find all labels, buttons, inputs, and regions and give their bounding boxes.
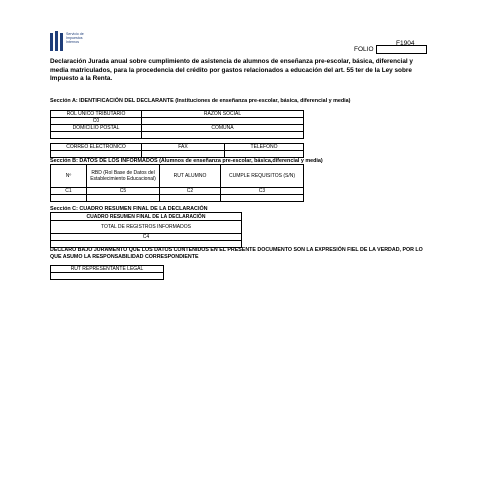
- logo-line-3: Internos: [66, 40, 79, 45]
- section-b-table: [50, 164, 304, 202]
- domicilio-label: DOMICILIO POSTAL: [51, 125, 142, 132]
- rbd-field[interactable]: [87, 195, 160, 202]
- numero-field[interactable]: [51, 195, 87, 202]
- section-a-title: Sección A: IDENTIFICACIÓN DEL DECLARANTE (Instituciones de enseñanza pre-escolar, básica, diferencial y media): [50, 98, 351, 104]
- section-b-title: Sección B: DATOS DE LOS INFORMADOS (Alumnos de enseñanza pre-escolar, básica,diferencial y media): [50, 158, 323, 164]
- telefono-field[interactable]: [225, 151, 304, 158]
- correo-label: CORREO ELECTRÓNICO: [51, 144, 142, 151]
- comuna-label: COMUNA: [142, 125, 304, 132]
- code-c5: C5: [87, 188, 160, 195]
- fax-field[interactable]: [142, 151, 225, 158]
- logo-line-1: Servicio de: [66, 32, 84, 36]
- folio-label: FOLIO: [354, 46, 374, 53]
- cumple-field[interactable]: [221, 195, 304, 202]
- rut-alumno-field[interactable]: [160, 195, 221, 202]
- code-c4: C4: [51, 234, 242, 241]
- rut-label: ROL ÚNICO TRIBUTARIO: [51, 111, 142, 118]
- rut-representante-label: RUT REPRESENTANTE LEGAL: [51, 266, 164, 273]
- correo-field[interactable]: [51, 151, 142, 158]
- section-c-title: Sección C: CUADRO RESUMEN FINAL DE LA DECLARACIÓN: [50, 206, 208, 212]
- fax-label: FAX: [142, 144, 225, 151]
- comuna-field[interactable]: [142, 132, 304, 139]
- signature-table: [50, 265, 164, 280]
- domicilio-field[interactable]: [51, 132, 142, 139]
- code-c1: C1: [51, 188, 87, 195]
- page-title: Declaración Jurada anual sobre cumplimiento de asistencia de alumnos de enseñanza pre-escolar, básica, diferencial y media matriculados, para la procedencia del crédito por gastos relacionados a educación del art. 55 ter de la Ley sobre Impuesto a la Renta.: [50, 58, 413, 83]
- col-rut-alumno: RUT ALUMNO: [160, 165, 221, 188]
- sii-logo-icon: [50, 31, 64, 53]
- sii-logo: [50, 30, 90, 54]
- rut-representante-field[interactable]: [51, 273, 164, 280]
- col-cumple-requisitos: CUMPLE REQUISITOS (S/N): [221, 165, 304, 188]
- telefono-label: TELÉFONO: [225, 144, 304, 151]
- code-c3: C3: [221, 188, 304, 195]
- section-a-table: [50, 110, 304, 158]
- code-c2: C2: [160, 188, 221, 195]
- code-c0: C0: [51, 118, 142, 125]
- folio-field[interactable]: [376, 45, 427, 54]
- form-code: F1904: [396, 40, 415, 47]
- logo-line-2: Impuestos: [66, 36, 83, 41]
- total-registros-label: TOTAL DE REGISTROS INFORMADOS: [51, 221, 242, 234]
- razon-social-label: RAZÓN SOCIAL: [142, 111, 304, 118]
- declaration-text: DECLARO BAJO JURAMENTO QUE LOS DATOS CONTENIDOS EN EL PRESENTE DOCUMENTO SON LA EXPRESIÓN FIEL DE LA VERDAD, POR LO QUE ASUMO LA RESPONSABILIDAD CORRESPONDIENTE: [50, 247, 423, 260]
- razon-social-field[interactable]: [142, 118, 304, 125]
- resumen-header: CUADRO RESUMEN FINAL DE LA DECLARACIÓN: [51, 213, 242, 221]
- col-rbd: RBD (Rol Base de Datos del Establecimiento Educacional): [87, 165, 160, 188]
- section-c-table: [50, 212, 242, 248]
- col-numero: Nº: [51, 165, 87, 188]
